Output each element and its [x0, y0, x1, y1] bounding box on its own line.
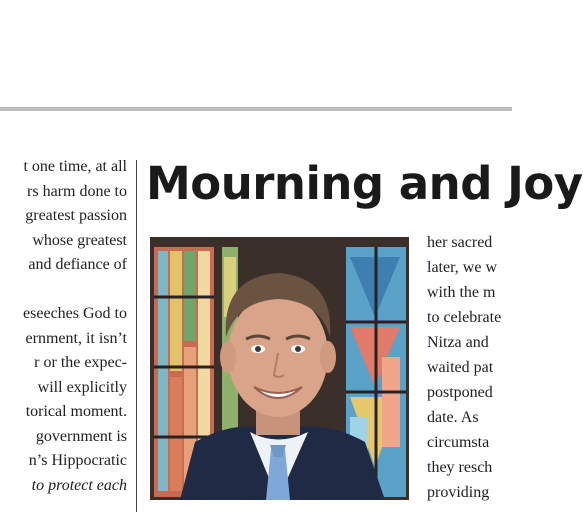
right-line: her sacred: [427, 234, 493, 251]
right-line: later, we w: [427, 259, 497, 276]
left-line: will explicitly: [37, 378, 127, 396]
left-line: [0, 278, 127, 303]
left-line: eseeches God to: [23, 305, 127, 322]
left-line: whose greatest: [32, 231, 127, 249]
right-line: circumsta: [427, 434, 490, 451]
right-line: they resch: [427, 459, 493, 476]
portrait-illustration: [150, 237, 409, 500]
right-line: providing: [427, 484, 490, 501]
left-line: government is: [35, 427, 127, 445]
right-line: with the m: [427, 284, 496, 301]
article-headline: Mourning and Joy: [146, 157, 583, 210]
right-line: date. As: [427, 409, 479, 426]
left-line: torical moment.: [25, 403, 127, 420]
right-article-column: [427, 230, 547, 505]
left-line: t one time, at all: [23, 158, 127, 175]
right-line: postponed: [427, 384, 493, 401]
right-line: waited pat: [427, 359, 494, 376]
portrait-photo: [150, 237, 409, 500]
left-line: rs harm done to: [27, 182, 127, 200]
left-line-italic: to protect each: [31, 476, 127, 494]
right-line: to celebrate: [427, 309, 502, 326]
left-line: and defiance of: [28, 256, 127, 273]
left-line: greatest passion: [25, 207, 127, 224]
left-article-column: [0, 155, 127, 498]
left-line: n’s Hippocratic: [28, 452, 127, 469]
column-divider: [136, 160, 137, 512]
left-line: ernment, it isn’t: [25, 329, 127, 347]
right-line: Nitza and: [427, 334, 489, 351]
left-line: r or the expec-: [34, 354, 127, 371]
top-rule: [0, 107, 512, 111]
